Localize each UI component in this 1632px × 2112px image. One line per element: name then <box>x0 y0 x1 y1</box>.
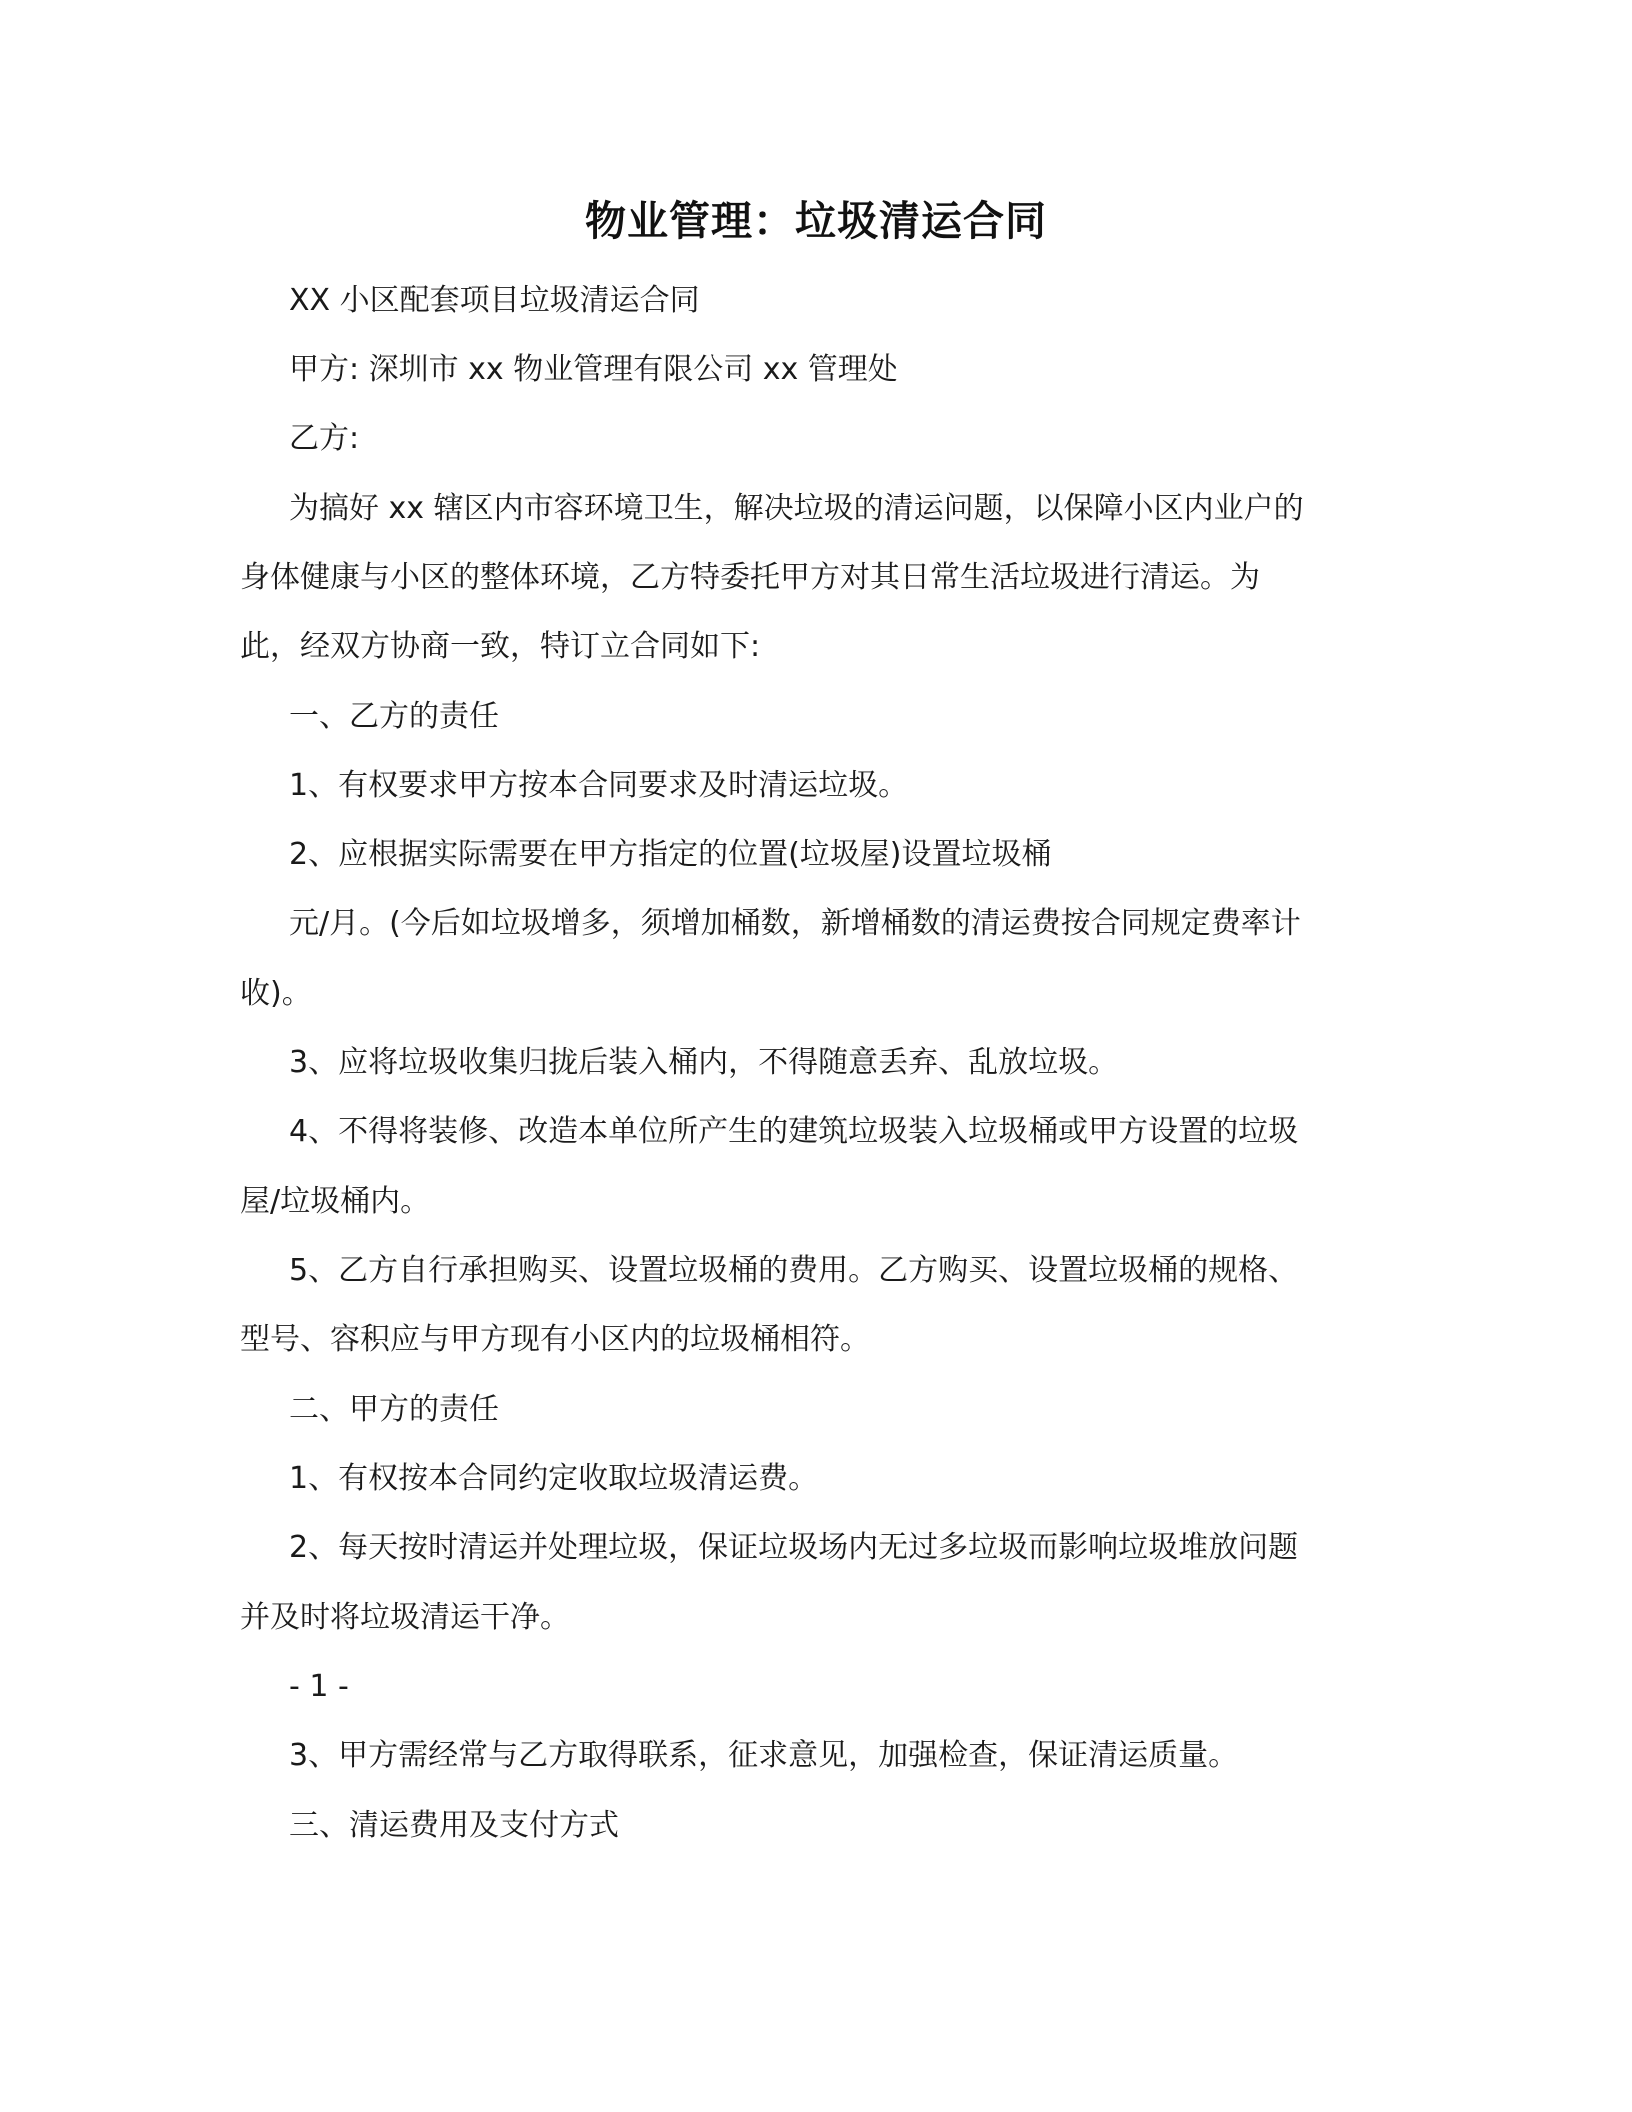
section-1-item-4-line-2: 屋/垃圾桶内。 <box>240 1184 431 1219</box>
section-2-item-2-line-1: 2、每天按时清运并处理垃圾，保证垃圾场内无过多垃圾而影响垃圾堆放问题 <box>289 1530 1299 1565</box>
section-2-item-3: 3、甲方需经常与乙方取得联系，征求意见，加强检查，保证清运质量。 <box>289 1738 1239 1773</box>
contract-subtitle: XX 小区配套项目垃圾清运合同 <box>289 283 700 318</box>
section-1-item-1: 1、有权要求甲方按本合同要求及时清运垃圾。 <box>289 768 909 803</box>
party-a-line: 甲方: 深圳市 xx 物业管理有限公司 xx 管理处 <box>289 352 898 387</box>
preamble-line-1: 为搞好 xx 辖区内市容环境卫生，解决垃圾的清运问题，以保障小区内业户的 <box>289 491 1304 526</box>
section-2-item-1: 1、有权按本合同约定收取垃圾清运费。 <box>289 1461 819 1496</box>
section-1-item-5-line-1: 5、乙方自行承担购买、设置垃圾桶的费用。乙方购买、设置垃圾桶的规格、 <box>289 1253 1299 1288</box>
section-2-heading: 二、甲方的责任 <box>289 1392 499 1427</box>
section-1-item-2-line-1: 2、应根据实际需要在甲方指定的位置(垃圾屋)设置垃圾桶 <box>289 837 1052 872</box>
section-1-heading: 一、乙方的责任 <box>289 699 499 734</box>
page-number: - 1 - <box>289 1669 349 1704</box>
preamble-line-3: 此，经双方协商一致，特订立合同如下: <box>240 629 761 664</box>
party-b-line: 乙方: <box>289 421 360 456</box>
section-3-heading: 三、清运费用及支付方式 <box>289 1808 619 1843</box>
section-1-item-3: 3、应将垃圾收集归拢后装入桶内，不得随意丢弃、乱放垃圾。 <box>289 1045 1119 1080</box>
document-title: 物业管理：垃圾清运合同 <box>585 197 1047 245</box>
section-1-item-2-line-3: 收)。 <box>240 976 312 1011</box>
section-2-item-2-line-2: 并及时将垃圾清运干净。 <box>240 1600 570 1635</box>
section-1-item-2-line-2: 元/月。(今后如垃圾增多，须增加桶数，新增桶数的清运费按合同规定费率计 <box>289 906 1301 941</box>
section-1-item-4-line-1: 4、不得将装修、改造本单位所产生的建筑垃圾装入垃圾桶或甲方设置的垃圾 <box>289 1114 1299 1149</box>
preamble-line-2: 身体健康与小区的整体环境，乙方特委托甲方对其日常生活垃圾进行清运。为 <box>240 560 1260 595</box>
section-1-item-5-line-2: 型号、容积应与甲方现有小区内的垃圾桶相符。 <box>240 1322 870 1357</box>
